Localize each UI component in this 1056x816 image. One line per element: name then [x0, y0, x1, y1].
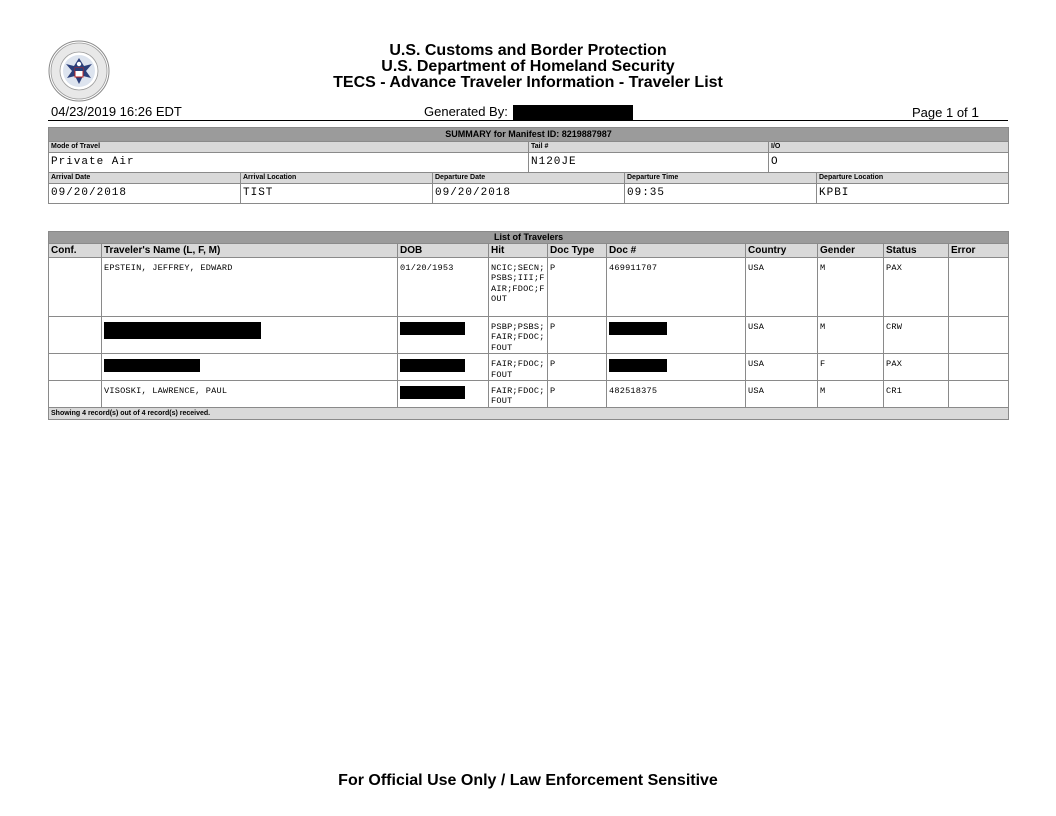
cell-gender: M: [818, 381, 884, 408]
cell-name: [102, 317, 398, 354]
cell-doc-type: P: [548, 317, 607, 354]
col-header-gender: Gender: [818, 244, 884, 258]
arrival-date-label: Arrival Date: [49, 173, 241, 184]
header-agency: U.S. Customs and Border Protection: [389, 42, 667, 59]
tail-label: Tail #: [529, 142, 769, 153]
generated-by-redaction: [513, 105, 633, 120]
table-row: [49, 381, 1009, 408]
summary-table: [48, 127, 1009, 204]
col-header-conf: Conf.: [49, 244, 102, 258]
cell-status: CR1: [884, 381, 949, 408]
cell-name: VISOSKI, LAWRENCE, PAUL: [102, 381, 398, 408]
cell-country: USA: [746, 354, 818, 381]
departure-location-label: Departure Location: [817, 173, 1009, 184]
name-redaction: [104, 359, 200, 372]
io-value: O: [769, 153, 1009, 173]
cell-status: PAX: [884, 354, 949, 381]
cell-doc-number: 482518375: [607, 381, 746, 408]
cell-gender: F: [818, 354, 884, 381]
dob-redaction: [400, 359, 465, 372]
generated-by-label: Generated By:: [424, 104, 508, 119]
cell-hit: FAIR;FDOC;FOUT: [489, 381, 548, 408]
page-label: Page 1 of: [912, 105, 968, 120]
page-total: 1: [971, 104, 980, 120]
classification-banner: For Official Use Only / Law Enforcement Sensitive: [338, 772, 718, 789]
departure-date-value: 09/20/2018: [433, 184, 625, 204]
summary-title: SUMMARY for Manifest ID: 8219887987: [49, 128, 1009, 142]
cell-conf: [49, 354, 102, 381]
travelers-title: List of Travelers: [49, 232, 1009, 244]
cell-doc-type: P: [548, 381, 607, 408]
page-indicator: [912, 104, 979, 120]
header-rule: [48, 120, 1008, 121]
cell-error: [949, 258, 1009, 317]
cell-error: [949, 317, 1009, 354]
cell-status: CRW: [884, 317, 949, 354]
col-header-doc-type: Doc Type: [548, 244, 607, 258]
arrival-date-value: 09/20/2018: [49, 184, 241, 204]
col-header-country: Country: [746, 244, 818, 258]
departure-time-label: Departure Time: [625, 173, 817, 184]
cell-doc-number: [607, 354, 746, 381]
cell-conf: [49, 381, 102, 408]
io-label: I/O: [769, 142, 1009, 153]
col-header-hit: Hit: [489, 244, 548, 258]
cell-doc-number: 469911707: [607, 258, 746, 317]
col-header-doc-number: Doc #: [607, 244, 746, 258]
mode-of-travel-label: Mode of Travel: [49, 142, 529, 153]
cell-dob: [398, 381, 489, 408]
doc-number-redaction: [609, 359, 667, 372]
generated-by: [424, 104, 633, 120]
cell-gender: M: [818, 317, 884, 354]
arrival-location-value: TIST: [241, 184, 433, 204]
cell-status: PAX: [884, 258, 949, 317]
cell-name: [102, 354, 398, 381]
cell-error: [949, 354, 1009, 381]
cell-hit: NCIC;SECN;PSBS;III;FAIR;FDOC;FOUT: [489, 258, 548, 317]
records-summary: Showing 4 record(s) out of 4 record(s) received.: [49, 407, 1009, 419]
cell-country: USA: [746, 317, 818, 354]
arrival-location-label: Arrival Location: [241, 173, 433, 184]
cell-gender: M: [818, 258, 884, 317]
cell-doc-type: P: [548, 354, 607, 381]
col-header-error: Error: [949, 244, 1009, 258]
cell-country: USA: [746, 258, 818, 317]
mode-of-travel-value: Private Air: [49, 153, 529, 173]
header-department: U.S. Department of Homeland Security: [381, 58, 675, 75]
cell-hit: FAIR;FDOC;FOUT: [489, 354, 548, 381]
cell-conf: [49, 258, 102, 317]
dob-redaction: [400, 386, 465, 399]
cell-name: EPSTEIN, JEFFREY, EDWARD: [102, 258, 398, 317]
departure-time-value: 09:35: [625, 184, 817, 204]
cell-doc-number: [607, 317, 746, 354]
dob-redaction: [400, 322, 465, 335]
travelers-table: [48, 231, 1009, 420]
col-header-name: Traveler's Name (L, F, M): [102, 244, 398, 258]
header-report-title: TECS - Advance Traveler Information - Traveler List: [333, 74, 723, 91]
cell-conf: [49, 317, 102, 354]
tail-value: N120JE: [529, 153, 769, 173]
departure-location-value: KPBI: [817, 184, 1009, 204]
cell-dob: [398, 317, 489, 354]
doc-number-redaction: [609, 322, 667, 335]
cell-hit: PSBP;PSBS;FAIR;FDOC;FOUT: [489, 317, 548, 354]
table-row: [49, 258, 1009, 317]
col-header-dob: DOB: [398, 244, 489, 258]
table-row: [49, 354, 1009, 381]
cell-error: [949, 381, 1009, 408]
cell-country: USA: [746, 381, 818, 408]
departure-date-label: Departure Date: [433, 173, 625, 184]
report-timestamp: 04/23/2019 16:26 EDT: [51, 104, 182, 119]
cell-doc-type: P: [548, 258, 607, 317]
table-row: [49, 317, 1009, 354]
col-header-status: Status: [884, 244, 949, 258]
cell-dob: [398, 354, 489, 381]
cell-dob: 01/20/1953: [398, 258, 489, 317]
name-redaction: [104, 322, 261, 339]
